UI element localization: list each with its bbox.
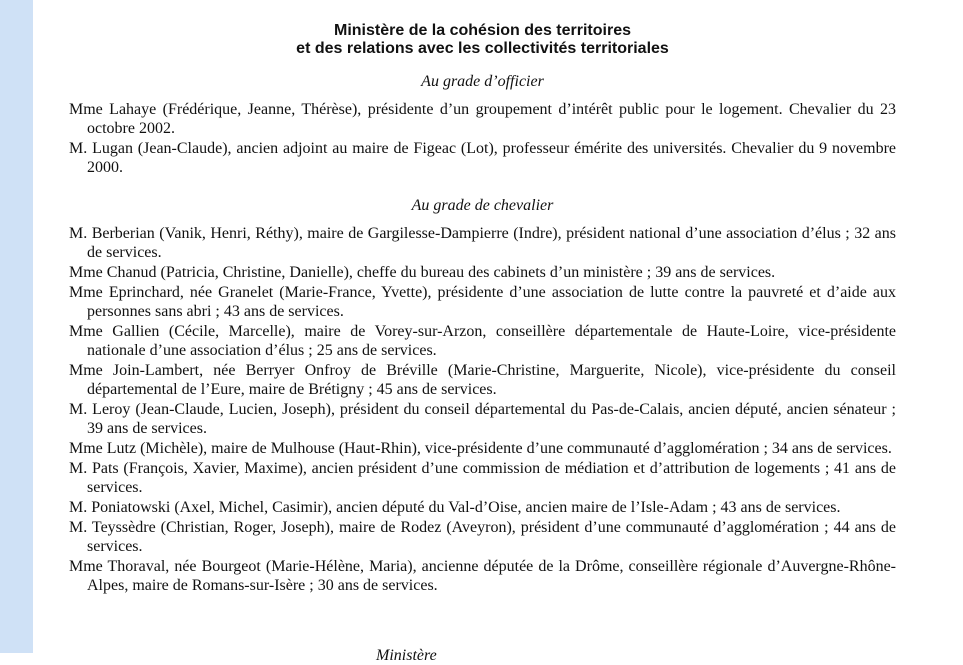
ministry-heading	[69, 22, 896, 58]
left-margin-band	[0, 0, 33, 653]
grade-officier-heading: Au grade d’officier	[421, 73, 544, 90]
chevalier-entry: Mme Chanud (Patricia, Christine, Danielle), cheffe du bureau des cabinets d’un ministère ; 39 ans de services.	[69, 264, 776, 281]
officier-entry: Mme Lahaye (Frédérique, Jeanne, Thérèse), présidente d’un groupement d’intérêt public pour le logement. Chevalier du 23 octobre 2002.	[69, 101, 896, 137]
chevalier-entry: M. Poniatowski (Axel, Michel, Casimir), ancien député du Val-d’Oise, ancien maire de l’Isle-Adam ; 43 ans de services.	[69, 499, 841, 516]
ministry-heading-line-2: et des relations avec les collectivités territoriales	[296, 40, 669, 57]
chevalier-entry: Mme Thoraval, née Bourgeot (Marie-Hélène, Maria), ancienne députée de la Drôme, conseillère régionale d’Auvergne-Rhône-Alpes, maire de Romans-sur-Isère ; 30 ans de services.	[69, 558, 896, 594]
chevalier-entry: M. Teyssèdre (Christian, Roger, Joseph), maire de Rodez (Aveyron), président d’une communauté d’agglomération ; 44 ans de services.	[69, 519, 896, 555]
officier-list	[69, 100, 896, 177]
next-section-heading-cut	[376, 644, 472, 664]
document-page	[69, 0, 896, 664]
chevalier-entry: M. Berberian (Vanik, Henri, Réthy), maire de Gargilesse-Dampierre (Indre), président national d’une association d’élus ; 32 ans de services.	[69, 225, 896, 261]
chevalier-list	[69, 224, 896, 595]
chevalier-entry: M. Pats (François, Xavier, Maxime), ancien président d’une commission de médiation et d’attribution de logements ; 41 ans de services.	[69, 460, 896, 496]
chevalier-entry: Mme Lutz (Michèle), maire de Mulhouse (Haut-Rhin), vice-présidente d’une communauté d’agglomération ; 34 ans de services.	[69, 440, 892, 457]
ministry-heading-line-1: Ministère de la cohésion des territoires	[334, 22, 631, 39]
chevalier-entry: Mme Gallien (Cécile, Marcelle), maire de Vorey-sur-Arzon, conseillère départementale de Haute-Loire, vice-présidente nationale d’une association d’élus ; 25 ans de services.	[69, 323, 896, 359]
chevalier-entry: Mme Join-Lambert, née Berryer Onfroy de Bréville (Marie-Christine, Marguerite, Nicole), vice-présidente du conseil départemental de l’Eure, maire de Brétigny ; 45 ans de services.	[69, 362, 896, 398]
grade-chevalier-heading: Au grade de chevalier	[411, 197, 554, 214]
chevalier-entry: M. Leroy (Jean-Claude, Lucien, Joseph), président du conseil départemental du Pas-de-Calais, ancien député, ancien sénateur ; 39 ans de services.	[69, 401, 896, 437]
chevalier-entry: Mme Eprinchard, née Granelet (Marie-France, Yvette), présidente d’une association de lutte contre la pauvreté et d’aide aux personnes sans abri ; 43 ans de services.	[69, 284, 896, 320]
next-section-heading-text: Ministère	[376, 647, 437, 664]
officier-entry: M. Lugan (Jean-Claude), ancien adjoint au maire de Figeac (Lot), professeur émérite des universités. Chevalier du 9 novembre 2000.	[69, 140, 896, 176]
